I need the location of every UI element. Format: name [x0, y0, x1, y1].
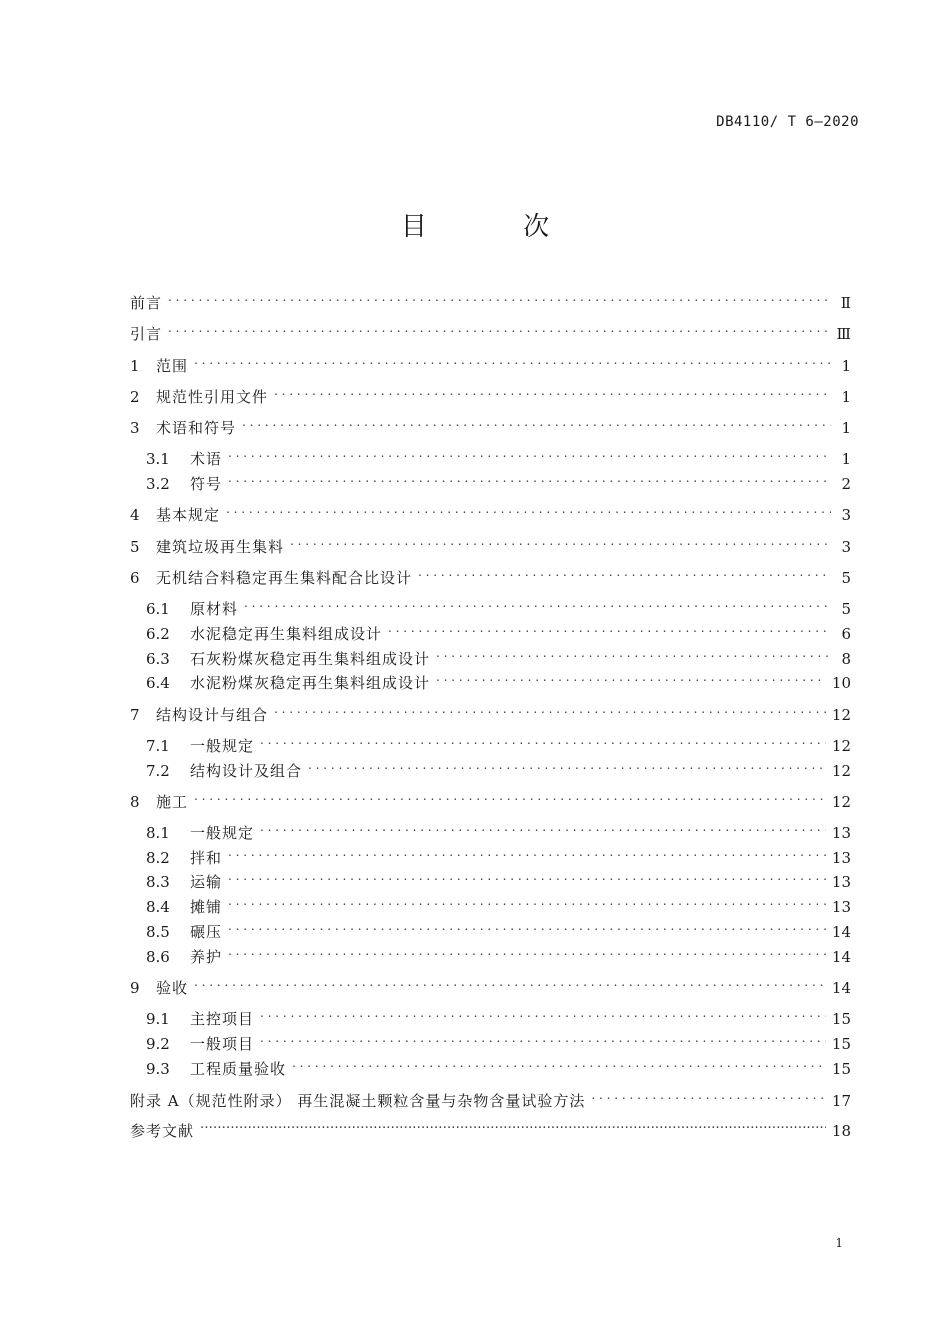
toc-entry-page: 12 — [831, 706, 851, 724]
toc-leader-dots — [228, 467, 831, 489]
toc-entry-title: 基本规定 — [156, 506, 221, 524]
toc-entry-title: 石灰粉煤灰稳定再生集料组成设计 — [190, 650, 431, 668]
toc-entry-number: 9 — [130, 979, 140, 997]
toc-entry-number: 9.2 — [146, 1035, 170, 1053]
toc-entry-page: 13 — [831, 824, 851, 842]
toc-entry-page: 5 — [841, 569, 851, 587]
toc-leader-dots — [228, 841, 826, 863]
toc-entry-title: 术语和符号 — [156, 419, 237, 437]
toc-entry-page: 17 — [831, 1092, 851, 1110]
toc-entry-page: 3 — [841, 506, 851, 524]
toc-entry-number: 6 — [130, 569, 140, 587]
toc-leader-dots — [308, 754, 826, 776]
toc-leader-dots — [388, 617, 831, 639]
toc-entry-number: 8.5 — [146, 923, 170, 941]
toc-entry-title: 符号 — [190, 475, 223, 493]
toc-entry[interactable] — [146, 617, 851, 643]
toc-entry-title: 碾压 — [190, 923, 223, 941]
toc-entry-number: 8 — [130, 793, 140, 811]
toc-leader-dots — [226, 498, 831, 520]
toc-leader-dots — [228, 915, 826, 937]
page-title: 目 次 — [400, 212, 594, 242]
standard-code: DB4110/ T 6—2020 — [716, 114, 859, 130]
toc-entry[interactable] — [146, 940, 851, 966]
toc-leader-dots — [228, 940, 826, 962]
toc-entry-number: 8.3 — [146, 873, 170, 891]
toc-entry-title: 结构设计及组合 — [190, 762, 303, 780]
toc-leader-dots — [260, 1027, 826, 1049]
toc-leader-dots — [228, 865, 826, 887]
toc-entry-number: 6.3 — [146, 650, 170, 668]
toc-entry-number: 7 — [130, 706, 140, 724]
toc-entry[interactable] — [146, 1002, 851, 1028]
toc-entry-title: 一般规定 — [190, 737, 255, 755]
toc-entry[interactable] — [146, 754, 851, 780]
toc-entry-page: 15 — [831, 1010, 851, 1028]
toc-entry-title: 前言 — [130, 294, 163, 312]
toc-entry[interactable] — [146, 890, 851, 916]
toc-entry[interactable] — [146, 1052, 851, 1078]
toc-entry-page: 1 — [841, 450, 851, 468]
toc-entry-number: 5 — [130, 538, 140, 556]
toc-entry-page: 15 — [831, 1035, 851, 1053]
toc-leader-dots — [194, 785, 826, 807]
toc-entry-title: 术语 — [190, 450, 223, 468]
toc-entry-page: 13 — [831, 849, 851, 867]
page-number: 1 — [835, 1236, 843, 1250]
toc-leader-dots — [274, 380, 831, 402]
toc-entry-page: 8 — [841, 650, 851, 668]
toc-entry[interactable] — [130, 349, 851, 375]
toc-entry-number: 9.3 — [146, 1060, 170, 1078]
toc-leader-dots — [168, 286, 831, 308]
toc-entry-number: 8.6 — [146, 948, 170, 966]
toc-leader-dots — [260, 816, 826, 838]
toc-leader-dots — [274, 698, 826, 720]
toc-leader-dots — [228, 890, 826, 912]
toc-entry[interactable] — [130, 561, 851, 587]
toc-entry-number: 4 — [130, 506, 140, 524]
toc-entry-title: 工程质量验收 — [190, 1060, 287, 1078]
toc-entry-page: 15 — [831, 1060, 851, 1078]
toc-entry[interactable] — [130, 411, 851, 437]
toc-entry[interactable] — [146, 816, 851, 842]
toc-entry-number: 2 — [130, 388, 140, 406]
toc-entry-page: 18 — [831, 1122, 851, 1140]
toc-entry-number: 3.2 — [146, 475, 170, 493]
toc-entry-title: 引言 — [130, 325, 163, 343]
toc-entry-page: 12 — [831, 762, 851, 780]
toc-entry-page: 5 — [841, 600, 851, 618]
toc-entry[interactable] — [146, 642, 851, 668]
toc-entry-page: 12 — [831, 793, 851, 811]
toc-entry-number: 6.4 — [146, 674, 170, 692]
toc-entry-number: 3 — [130, 419, 140, 437]
toc-entry[interactable] — [146, 865, 851, 891]
toc-entry-title: 无机结合料稳定再生集料配合比设计 — [156, 569, 413, 587]
toc-leader-dots — [194, 349, 831, 371]
toc-entry-number: 8.4 — [146, 898, 170, 916]
toc-entry-title: 拌和 — [190, 849, 223, 867]
toc-entry-number: 3.1 — [146, 450, 170, 468]
toc-leader-dots — [260, 729, 826, 751]
toc-entry-page: 14 — [831, 948, 851, 966]
toc-entry-page: 13 — [831, 873, 851, 891]
toc-leader-dots — [436, 642, 831, 664]
toc-entry[interactable] — [130, 317, 851, 343]
toc-entry[interactable] — [146, 915, 851, 941]
toc-entry[interactable] — [130, 971, 851, 997]
toc-leader-dots — [228, 442, 831, 464]
toc-entry[interactable] — [130, 286, 851, 312]
toc-entry-number: 7.1 — [146, 737, 170, 755]
toc-entry-title: 参考文献 — [130, 1122, 195, 1140]
toc-entry-page: 1 — [841, 419, 851, 437]
toc-entry-page: 13 — [831, 898, 851, 916]
toc-entry-title: 原材料 — [190, 600, 239, 618]
toc-entry-page: 1 — [841, 357, 851, 375]
toc-entry[interactable] — [146, 467, 851, 493]
toc-leader-dots — [418, 561, 831, 583]
toc-entry-title: 验收 — [156, 979, 189, 997]
toc-entry-page: Ⅱ — [840, 294, 851, 312]
toc-entry-number: 7.2 — [146, 762, 170, 780]
toc-entry[interactable] — [146, 841, 851, 867]
toc-leader-dots — [194, 971, 826, 993]
toc-entry-title: 养护 — [190, 948, 223, 966]
toc-entry-title: 建筑垃圾再生集料 — [156, 538, 285, 556]
toc-entry[interactable] — [130, 1114, 851, 1140]
toc-entry-title: 水泥稳定再生集料组成设计 — [190, 625, 383, 643]
toc-entry-page: 1 — [841, 388, 851, 406]
toc-entry-number: 6.1 — [146, 600, 170, 618]
toc-entry-title: 施工 — [156, 793, 189, 811]
toc-leader-dots — [168, 317, 831, 339]
toc-leader-dots — [242, 411, 831, 433]
toc-entry-title: 摊铺 — [190, 898, 223, 916]
toc-entry-page: 12 — [831, 737, 851, 755]
toc-entry[interactable] — [146, 592, 851, 618]
toc-entry-title: 运输 — [190, 873, 223, 891]
toc-entry[interactable] — [130, 498, 851, 524]
toc-entry-title: 一般规定 — [190, 824, 255, 842]
toc-entry-number: 6.2 — [146, 625, 170, 643]
toc-leader-dots — [290, 530, 831, 552]
toc-entry-number: 8.1 — [146, 824, 170, 842]
toc-entry[interactable] — [146, 666, 851, 692]
toc-leader-dots — [200, 1114, 826, 1136]
toc-entry-title: 结构设计与组合 — [156, 706, 269, 724]
toc-entry[interactable] — [130, 698, 851, 724]
toc-entry[interactable] — [130, 380, 851, 406]
toc-entry-title: 附录 A（规范性附录） 再生混凝土颗粒含量与杂物含量试验方法 — [130, 1092, 586, 1110]
toc-entry-title: 规范性引用文件 — [156, 388, 269, 406]
toc-entry[interactable] — [146, 1027, 851, 1053]
toc-leader-dots — [244, 592, 831, 614]
toc-entry[interactable] — [130, 785, 851, 811]
toc-entry[interactable] — [146, 442, 851, 468]
toc-entry-title: 一般项目 — [190, 1035, 255, 1053]
toc-entry-number: 1 — [130, 357, 140, 375]
toc-entry-page: 14 — [831, 923, 851, 941]
toc-leader-dots — [591, 1084, 826, 1106]
toc-entry[interactable] — [130, 1084, 851, 1110]
toc-entry-page: 6 — [841, 625, 851, 643]
toc-entry-page: 14 — [831, 979, 851, 997]
toc-entry[interactable] — [146, 729, 851, 755]
toc-entry-title: 范围 — [156, 357, 189, 375]
toc-entry[interactable] — [130, 530, 851, 556]
toc-leader-dots — [260, 1002, 826, 1024]
toc-entry-number: 8.2 — [146, 849, 170, 867]
toc-entry-title: 主控项目 — [190, 1010, 255, 1028]
toc-entry-page: 10 — [831, 674, 851, 692]
toc-entry-page: 3 — [841, 538, 851, 556]
toc-leader-dots — [436, 666, 826, 688]
toc-entry-number: 9.1 — [146, 1010, 170, 1028]
toc-entry-page: Ⅲ — [836, 325, 851, 343]
toc-leader-dots — [292, 1052, 826, 1074]
toc-entry-page: 2 — [841, 475, 851, 493]
toc-entry-title: 水泥粉煤灰稳定再生集料组成设计 — [190, 674, 431, 692]
